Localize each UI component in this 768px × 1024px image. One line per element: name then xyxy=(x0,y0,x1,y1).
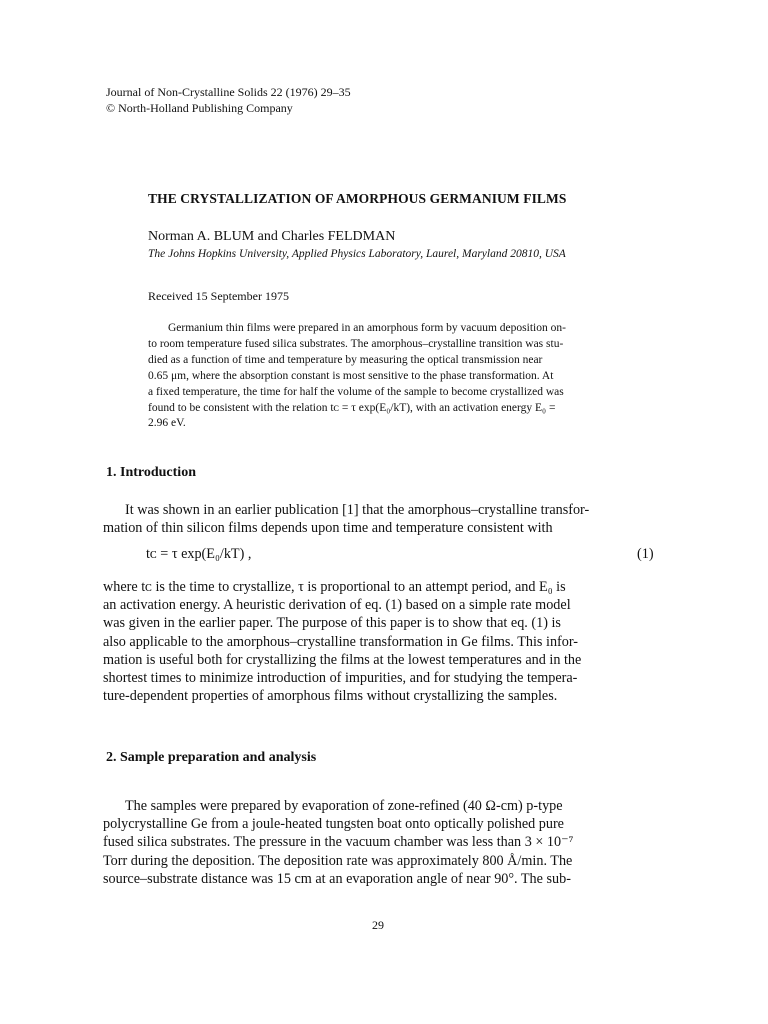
body-line: polycrystalline Ge from a joule-heated tungsten boat onto optically polished pure xyxy=(103,816,564,833)
section-heading-introduction: 1. Introduction xyxy=(106,465,196,480)
body-line: shortest times to minimize introduction of impurities, and for studying the tempera- xyxy=(103,670,578,687)
intro-paragraph-2 xyxy=(103,578,663,705)
received-date: Received 15 September 1975 xyxy=(148,289,289,303)
abstract-line: 2.96 eV. xyxy=(148,417,186,430)
body-line: ture-dependent properties of amorphous films without crystallizing the samples. xyxy=(103,688,558,705)
equation-1: tᴄ = τ exp(E₀/kT) , xyxy=(146,546,252,562)
equation-number: (1) xyxy=(637,546,654,562)
abstract-line: 0.65 μm, where the absorption constant is most sensitive to the phase transformation. At xyxy=(148,369,554,382)
intro-paragraph-1 xyxy=(103,501,663,537)
body-line: It was shown in an earlier publication [1] that the amorphous–crystalline transfor- xyxy=(125,502,590,518)
body-line: also applicable to the amorphous–crystalline transformation in Ge films. This infor- xyxy=(103,633,579,650)
section-heading-sample-preparation: 2. Sample preparation and analysis xyxy=(106,750,317,765)
journal-line: Journal of Non-Crystalline Solids 22 (1976) 29–35 xyxy=(106,85,351,99)
abstract-line: to room temperature fused silica substrates. The amorphous–crystalline transition was stu- xyxy=(148,337,564,350)
author-affiliation: The Johns Hopkins University, Applied Physics Laboratory, Laurel, Maryland 20810, USA xyxy=(148,248,566,260)
body-line: fused silica substrates. The pressure in the vacuum chamber was less than 3 × 10⁻⁷ xyxy=(103,834,574,851)
body-line: The samples were prepared by evaporation of zone-refined (40 Ω-cm) p-type xyxy=(125,798,563,814)
body-line: where tᴄ is the time to crystallize, τ is proportional to an attempt period, and E₀ is xyxy=(103,579,566,595)
body-line: Torr during the deposition. The deposition rate was approximately 800 Å/min. The xyxy=(103,852,573,869)
abstract-line: found to be consistent with the relation tᴄ = τ exp(E₀/kT), with an activation energy E₀ = xyxy=(148,401,556,414)
body-line: mation of thin silicon films depends upon time and temperature consistent with xyxy=(103,520,553,537)
page-number: 29 xyxy=(372,918,384,932)
abstract xyxy=(148,321,668,432)
body-line: an activation energy. A heuristic derivation of eq. (1) based on a simple rate model xyxy=(103,597,571,614)
body-line: mation is useful both for crystallizing the films at the lowest temperatures and in the xyxy=(103,651,582,668)
body-line: source–substrate distance was 15 cm at an evaporation angle of near 90°. The sub- xyxy=(103,870,571,887)
publisher-line: © North-Holland Publishing Company xyxy=(106,101,293,115)
journal-citation xyxy=(106,84,351,116)
abstract-line: died as a function of time and temperature by measuring the optical transmission near xyxy=(148,353,543,366)
article-authors: Norman A. BLUM and Charles FELDMAN xyxy=(148,229,396,244)
abstract-line: Germanium thin films were prepared in an amorphous form by vacuum deposition on- xyxy=(168,322,566,334)
abstract-line: a fixed temperature, the time for half the volume of the sample to become crystallized was xyxy=(148,385,564,398)
sample-paragraph xyxy=(103,797,663,888)
article-title: THE CRYSTALLIZATION OF AMORPHOUS GERMANIUM FILMS xyxy=(148,191,567,206)
body-line: was given in the earlier paper. The purpose of this paper is to show that eq. (1) is xyxy=(103,615,561,632)
